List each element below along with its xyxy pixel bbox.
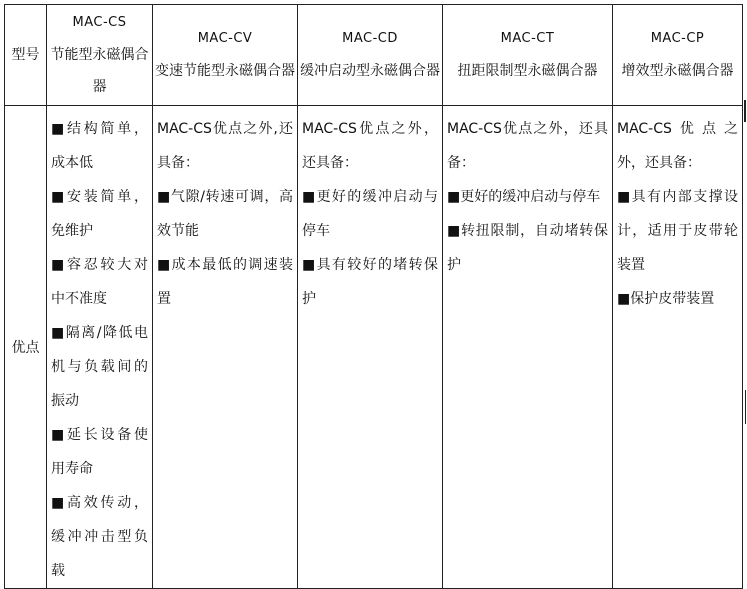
model-name: 缓冲启动型永磁偶合器: [300, 63, 440, 79]
advantage-item: ■成本最低的调速装置: [157, 257, 293, 307]
model-name: 变速节能型永磁偶合器: [155, 63, 295, 79]
advantage-item: ■具有较好的堵转保护: [302, 257, 438, 307]
model-code: MAC-CV: [197, 31, 253, 46]
header-row: [5, 5, 743, 106]
right-edge-mark: [745, 390, 746, 424]
advantage-item: MAC-CS优点之外，还具备：: [302, 121, 438, 171]
model-header-cs: [47, 5, 153, 106]
model-header-ct: [443, 5, 613, 106]
model-code: MAC-CP: [650, 31, 705, 46]
advantages-cp: [613, 106, 743, 589]
model-code: MAC-CD: [342, 31, 398, 46]
header-label-cell: [5, 5, 47, 106]
advantage-item: ■更好的缓冲启动与停车: [302, 189, 438, 239]
advantage-item: ■结构简单，成本低: [51, 121, 148, 171]
model-name: 节能型永磁偶合器: [50, 47, 149, 95]
row-label-cell: [5, 106, 47, 589]
right-edge-mark: [744, 100, 746, 122]
comparison-table: [4, 4, 743, 589]
advantages-cv: [153, 106, 298, 589]
model-header-cp: [613, 5, 743, 106]
advantage-item: ■保护皮带装置: [617, 291, 715, 307]
advantage-item: ■延长设备使用寿命: [51, 427, 148, 477]
model-name: 扭距限制型永磁偶合器: [457, 63, 598, 79]
advantage-item: MAC-CS优点之外，还具备：: [447, 121, 608, 171]
model-code: MAC-CS: [72, 15, 127, 30]
advantages-cs: [47, 106, 153, 589]
advantage-item: MAC-CS优点之外,还具备：: [157, 121, 293, 171]
advantage-item: ■更好的缓冲启动与停车: [447, 189, 601, 205]
advantage-item: ■容忍较大对中不准度: [51, 257, 148, 307]
advantages-ct: [443, 106, 613, 589]
advantage-item: ■隔离/降低电机与负载间的振动: [51, 325, 148, 409]
advantages-cd: [298, 106, 443, 589]
advantage-item: ■转扭限制，自动堵转保护: [447, 223, 608, 273]
advantage-item: ■高效传动，缓冲冲击型负载: [51, 495, 148, 579]
advantages-row: [5, 106, 743, 589]
model-header-cd: [298, 5, 443, 106]
advantage-item: ■安装简单，免维护: [51, 189, 148, 239]
advantage-item: ■具有内部支撑设计，适用于皮带轮装置: [617, 189, 738, 273]
model-code: MAC-CT: [500, 31, 555, 46]
row-label: 优点: [11, 340, 40, 356]
model-name: 增效型永磁偶合器: [621, 63, 734, 79]
header-label: 型号: [11, 47, 40, 63]
advantage-item: ■气隙/转速可调，高效节能: [157, 189, 293, 239]
advantage-item: MAC-CS优点之外，还具备：: [617, 121, 738, 171]
model-header-cv: [153, 5, 298, 106]
